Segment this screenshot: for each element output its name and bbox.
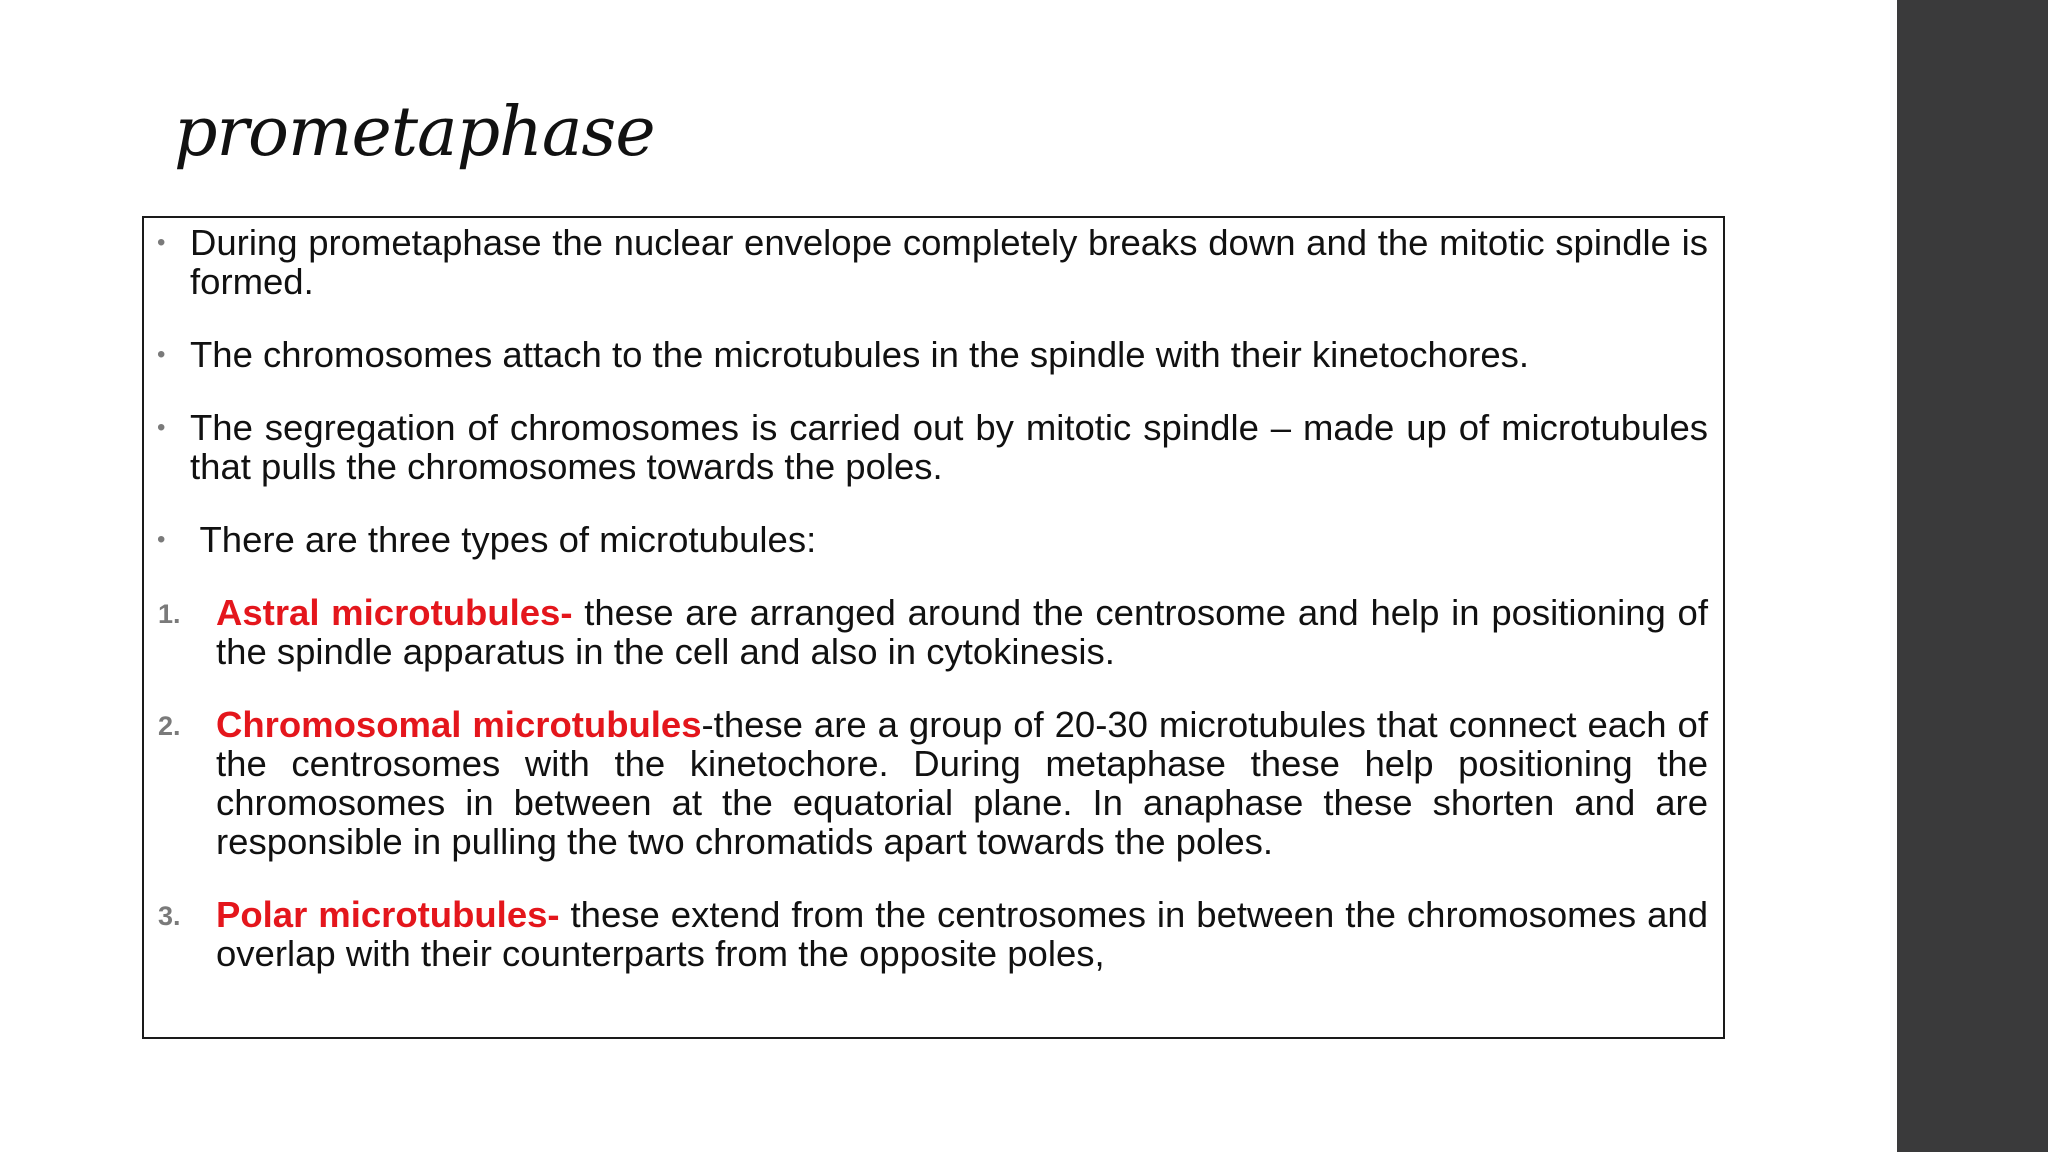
item-text: these are arranged around the centrosome and help in positioning of the spindle apparatus in the cell and also in cytokinesis. [216,592,1708,672]
item-text: -these are a group of 20-30 microtubules that connect each of the centrosomes with the kinetochore. During metaphase these help positioning the chromosomes in between at the equatorial plane. In anaphase these shorten and are responsible in pulling the two chromatids apart towards the poles. [216,704,1708,862]
bullet-list [144,223,1723,559]
numbered-item [144,593,1708,671]
bullet-text: The chromosomes attach to the microtubules in the spindle with their kinetochores. [190,334,1530,375]
term-highlight: Astral microtubules- [216,592,573,633]
bullet-marker: • [157,526,166,553]
term-highlight: Chromosomal microtubules [216,704,702,745]
bullet-text: There are three types of microtubules: [190,519,817,560]
item-text: these extend from the centrosomes in between the chromosomes and overlap with their counterparts from the opposite poles, [216,894,1708,974]
number-marker: 2. [158,711,181,741]
term-highlight: Polar microtubules- [216,894,560,935]
bullet-item [144,520,1708,559]
slide-title: prometaphase [174,93,655,172]
number-marker: 1. [158,599,181,629]
bullet-text: During prometaphase the nuclear envelope completely breaks down and the mitotic spindle is formed. [190,222,1708,302]
bullet-marker: • [157,229,166,256]
bullet-marker: • [157,341,166,368]
number-marker: 3. [158,901,181,931]
numbered-item [144,895,1708,973]
bullet-item [144,223,1708,301]
bullet-item [144,335,1708,374]
bullet-marker: • [157,414,166,441]
numbered-list [144,593,1723,973]
content-box [142,216,1725,1039]
numbered-item [144,705,1708,861]
side-bar [1897,0,2048,1152]
bullet-text: The segregation of chromosomes is carried out by mitotic spindle – made up of microtubules that pulls the chromosomes towards the poles. [190,407,1708,487]
bullet-item [144,408,1708,486]
